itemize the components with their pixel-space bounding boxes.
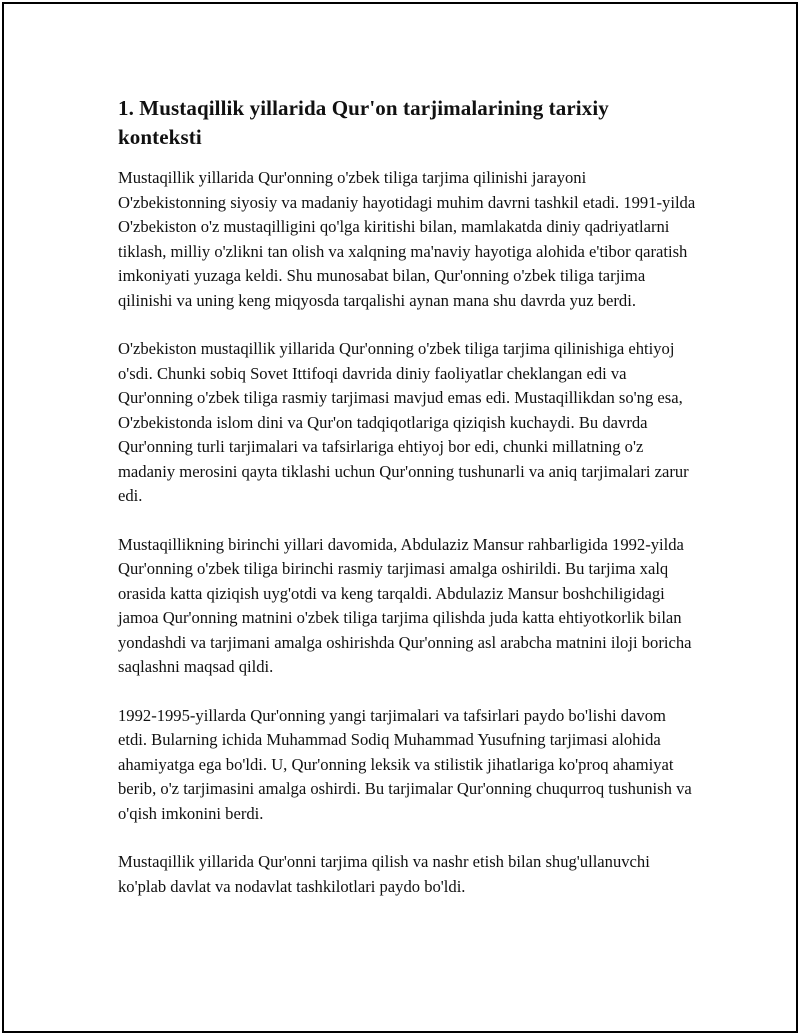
paragraph-2: O'zbekiston mustaqillik yillarida Qur'onning o'zbek tiliga tarjima qilinishiga ehtiyoj o'sdi. Chunki sobiq Sovet Ittifoqi davrida diniy faoliyatlar cheklangan edi va Qur'onning o'zbek tiliga rasmiy tarjimasi mavjud emas edi. Mustaqillikdan so'ng esa, O'zbekistonda islom dini va Qur'on tadqiqotlariga qiziqish kuchaydi. Bu davrda Qur'onning turli tarjimalari va tafsirlariga ehtiyoj bor edi, chunki millatning o'z madaniy merosini qayta tiklashi uchun Qur'onning tushunarli va aniq tarjimalari zarur edi.	[118, 339, 689, 505]
paragraph-4: 1992-1995-yillarda Qur'onning yangi tarjimalari va tafsirlari paydo bo'lishi davom etdi. Bularning ichida Muhammad Sodiq Muhammad Yusufning tarjimasi alohida ahamiyatga ega bo'ldi. U, Qur'onning leksik va stilistik jihatlariga ko'proq ahamiyat berib, o'z tarjimasini amalga oshirdi. Bu tarjimalar Qur'onning chuqurroq tushunish va o'qish imkonini berdi.	[118, 705, 692, 823]
document-body	[118, 94, 696, 923]
paragraph-1: Mustaqillik yillarida Qur'onning o'zbek tiliga tarjima qilinishi jarayoni O'zbekistonning siyosiy va madaniy hayotidagi muhim davrni tashkil etadi. 1991-yilda O'zbekiston o'z mustaqilligini qo'lga kiritishi bilan, mamlakatda diniy qadriyatlarni tiklash, milliy o'zlikni tan olish va xalqning ma'naviy hayotiga alohida e'tibor qaratish imkoniyati yuzaga keldi. Shu munosabat bilan, Qur'onning o'zbek tiliga tarjima qilinishi va uning keng miqyosda tarqalishi aynan mana shu davrda yuz berdi.	[118, 168, 696, 310]
paragraph-5: Mustaqillik yillarida Qur'onni tarjima qilish va nashr etish bilan shug'ullanuvchi ko'plab davlat va nodavlat tashkilotlari paydo bo'ldi.	[118, 852, 650, 896]
section-heading: 1. Mustaqillik yillarida Qur'on tarjimalarining tarixiy konteksti	[118, 96, 609, 149]
paragraph-3: Mustaqillikning birinchi yillari davomida, Abdulaziz Mansur rahbarligida 1992-yilda Qur'onning o'zbek tiliga birinchi rasmiy tarjimasi amalga oshirildi. Bu tarjima xalq orasida katta qiziqish uyg'otdi va keng tarqaldi. Abdulaziz Mansur boshchiligidagi jamoa Qur'onning matnini o'zbek tiliga tarjima qilishda juda katta ehtiyotkorlik bilan yondashdi va tarjimani amalga oshirishda Qur'onning asl arabcha matnini iloji boricha saqlashni maqsad qildi.	[118, 534, 692, 676]
